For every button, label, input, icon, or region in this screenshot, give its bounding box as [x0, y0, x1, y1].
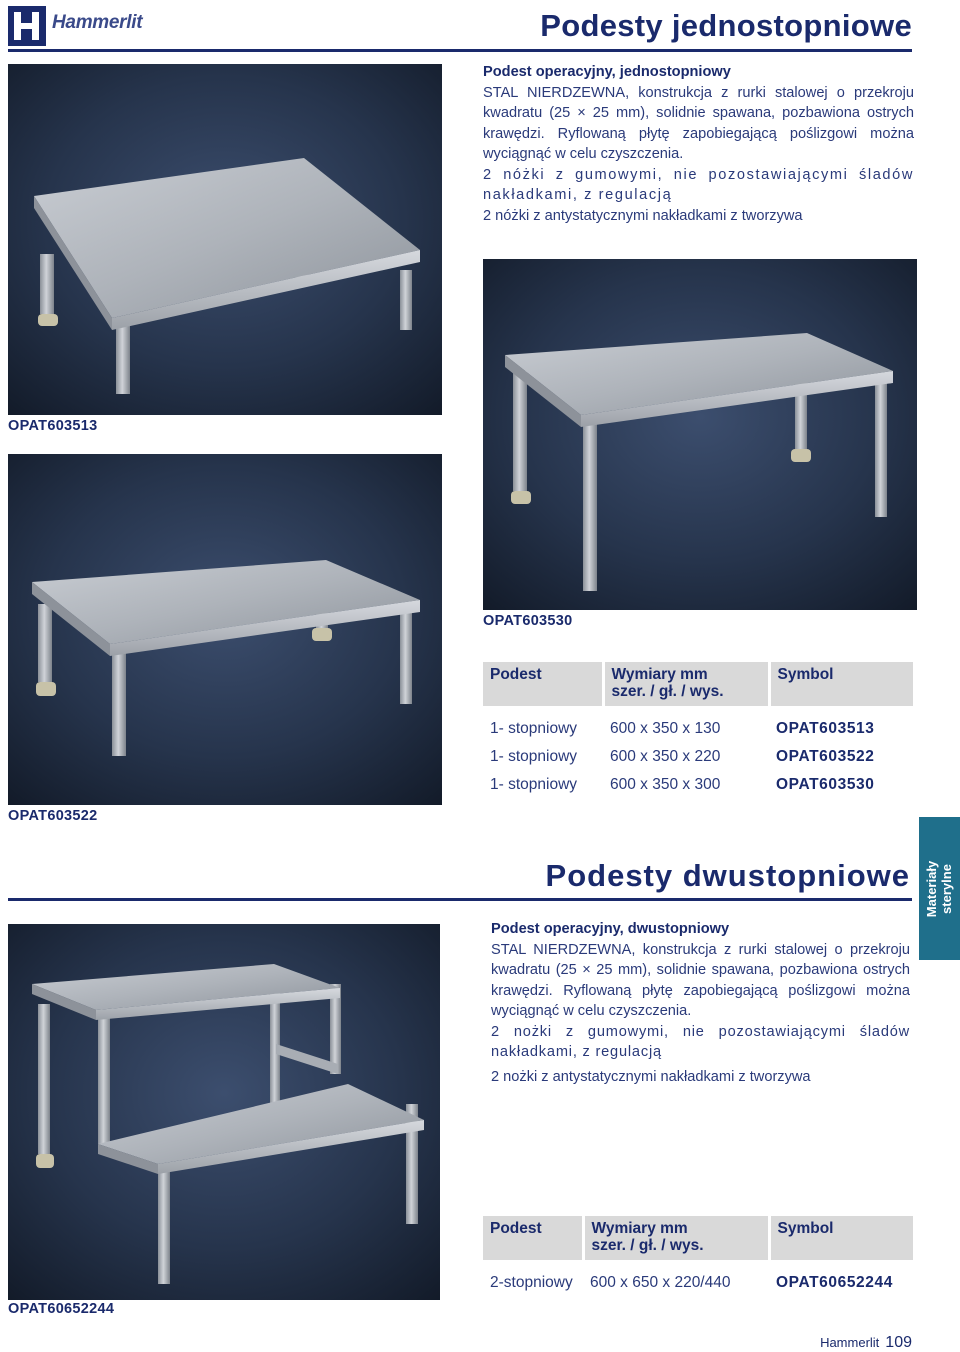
description-line: 2 nożki z gumowymi, nie pozostawiającymi śladów nakładkami, z regulacją: [491, 1023, 910, 1060]
side-tab-materialy-sterylne: [919, 817, 960, 960]
spec-table-two-step: [483, 1216, 913, 1299]
column-header-dimensions: [583, 1216, 769, 1260]
logo-wordmark: Hammerlit: [52, 12, 143, 33]
cell-symbol: OPAT603513: [769, 715, 913, 743]
description-line: STAL NIERDZEWNA, konstrukcja z rurki stalowej o przekroju kwadratu (25 × 25 mm), solidnie spawana, pozbawiona ostrych krawędzi. Ryflowaną płytę zapobiegającą poślizgowi można wyciągnąć w celu czyszczenia.: [483, 84, 914, 162]
section2-title: Podesty dwustopniowe: [545, 858, 910, 893]
dimensions-header-line: Wymiary mm: [611, 666, 708, 683]
hammerlit-logo: [8, 6, 168, 48]
description-line: 2 nóżki z antystatycznymi nakładkami z tworzywa: [483, 207, 803, 224]
section1-title: Podesty jednostopniowe: [540, 8, 912, 43]
description-line: 2 nożki z antystatycznymi nakładkami z tworzywa: [491, 1068, 811, 1085]
page-footer: [820, 1334, 912, 1352]
cell-dimensions: 600 x 350 x 220: [603, 743, 769, 771]
description-heading: Podest operacyjny, jednostopniowy: [483, 64, 731, 80]
column-header-symbol: Symbol: [769, 1216, 913, 1260]
title-rule: [8, 898, 912, 901]
column-header-podest: Podest: [483, 662, 603, 706]
photo-code-label: OPAT603513: [8, 418, 98, 434]
product-photo-opat60652244: [8, 924, 440, 1300]
section1-description: [483, 62, 914, 226]
description-line: 2 nóżki z gumowymi, nie pozostawiającymi śladów nakładkami, z regulacją: [483, 166, 914, 203]
logo-mark-icon: [8, 6, 46, 46]
cell-type: 1- stopniowy: [483, 715, 603, 743]
spec-table-single-step: [483, 662, 913, 801]
dimensions-header-line: szer. / gł. / wys.: [611, 683, 724, 700]
product-photo-opat603522: [8, 454, 442, 805]
footer-brand: Hammerlit: [820, 1335, 880, 1350]
description-heading: Podest operacyjny, dwustopniowy: [491, 921, 730, 937]
product-photo-opat603530: [483, 259, 917, 610]
cell-dimensions: 600 x 650 x 220/440: [583, 1269, 769, 1297]
cell-dimensions: 600 x 350 x 130: [603, 715, 769, 743]
table-row: [483, 771, 913, 799]
cell-type: 2-stopniowy: [483, 1269, 583, 1297]
cell-type: 1- stopniowy: [483, 743, 603, 771]
photo-code-label: OPAT603522: [8, 808, 98, 824]
section2-description: [491, 919, 910, 1087]
column-header-podest: Podest: [483, 1216, 583, 1260]
product-photo-opat603513: [8, 64, 442, 415]
column-header-dimensions: [603, 662, 769, 706]
cell-dimensions: 600 x 350 x 300: [603, 771, 769, 799]
cell-symbol: OPAT603522: [769, 743, 913, 771]
table-row: [483, 743, 913, 771]
page-number: 109: [885, 1334, 912, 1351]
cell-type: 1- stopniowy: [483, 771, 603, 799]
table-header-row: [483, 662, 913, 706]
title-rule: [8, 49, 912, 52]
table-header-row: [483, 1216, 913, 1260]
side-tab-label: Materiały sterylne: [924, 860, 954, 918]
description-line: STAL NIERDZEWNA, konstrukcja z rurki stalowej o przekroju kwadratu (25 × 25 mm), solidnie spawana, pozbawiona ostrych krawędzi. Ryflowaną płytę zapobiegającą poślizgowi można wyciągnąć w celu czyszczenia.: [491, 941, 910, 1019]
photo-code-label: OPAT60652244: [8, 1301, 115, 1317]
dimensions-header-line: szer. / gł. / wys.: [591, 1237, 704, 1254]
table-row: [483, 1269, 913, 1297]
column-header-symbol: Symbol: [769, 662, 913, 706]
photo-code-label: OPAT603530: [483, 613, 573, 629]
dimensions-header-line: Wymiary mm: [591, 1220, 688, 1237]
table-row: [483, 715, 913, 743]
cell-symbol: OPAT603530: [769, 771, 913, 799]
cell-symbol: OPAT60652244: [769, 1269, 913, 1297]
